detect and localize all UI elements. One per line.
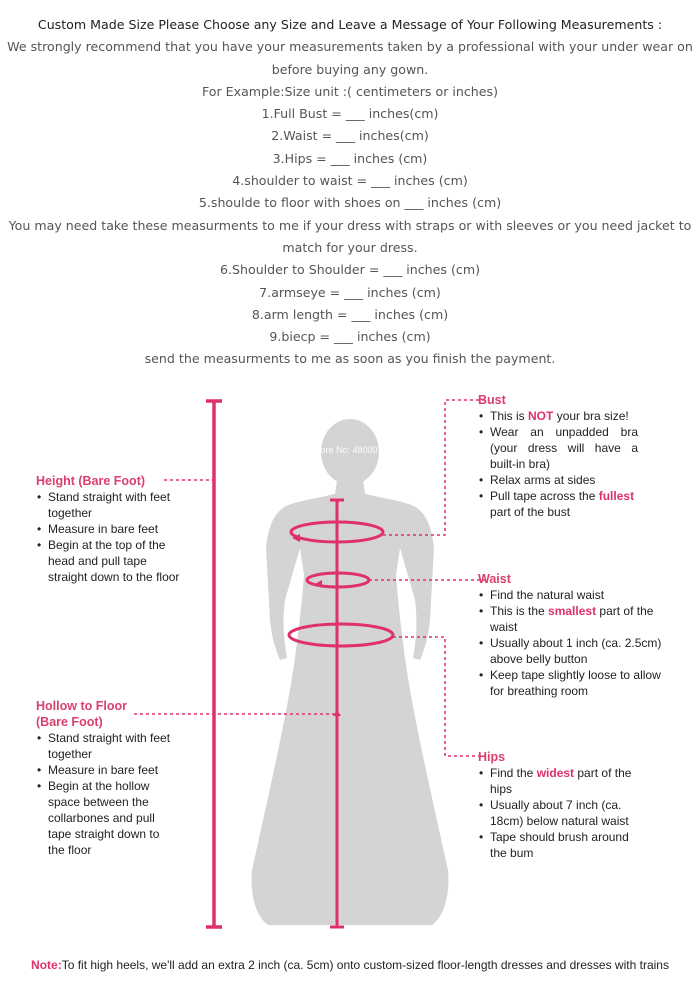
hollow-heading-sub: (Bare Foot) [36,715,103,729]
intro-line: 5.shoulde to floor with shoes on ___ inches (cm) [198,195,502,211]
intro-line: We strongly recommend that you have your measurements taken by a professional with your under wear on [7,39,693,55]
bust-item: • Relax arms at sides [478,472,638,488]
intro-line: 6.Shoulder to Shoulder = ___ inches (cm) [220,262,480,278]
bust-heading: Bust [478,393,506,407]
intro-line: match for your dress. [282,239,418,255]
heels-note [0,958,700,972]
bust-item: • This is NOT your bra size! [478,408,638,424]
intro-title: Custom Made Size Please Choose any Size and Leave a Message of Your Following Measurements : [37,17,663,32]
hollow-item: • Measure in bare feet [36,762,171,778]
intro-line: before buying any gown. [271,61,429,77]
height-item: • Stand straight with feet together [36,489,186,521]
note-label: Note: [31,958,62,972]
intro-line: 4.shoulder to waist = ___ inches (cm) [232,173,468,189]
intro-line: 7.armseye = ___ inches (cm) [259,284,441,300]
height-item: • Begin at the top of the head and pull tape straight down to the floor [36,537,186,585]
waist-item: • Find the natural waist [478,587,664,603]
height-heading: Height (Bare Foot) [36,474,146,488]
height-item: • Measure in bare feet [36,521,186,537]
measurement-instructions [0,0,700,371]
bust-annotation [478,392,638,520]
waist-item: • This is the smallest part of the waist [478,603,664,635]
waist-annotation [478,571,664,699]
intro-line: 3.Hips = ___ inches (cm) [272,150,428,166]
intro-line: 8.arm length = ___ inches (cm) [251,306,449,322]
hips-item: • Tape should brush around the bum [478,829,648,861]
hollow-heading: Hollow to Floor [36,699,127,713]
intro-line: You may need take these measurments to me if your dress with straps or with sleeves or you need jacket to [8,217,692,233]
bust-item: • Wear an unpadded bra (your dress will have a built-in bra) [478,424,638,472]
mannequin-silhouette [252,419,449,925]
waist-item: • Usually about 1 inch (ca. 2.5cm) above belly button [478,635,664,667]
hips-item: • Usually about 7 inch (ca. 18cm) below natural waist [478,797,648,829]
hips-heading: Hips [478,750,506,764]
intro-line: 1.Full Bust = ___ inches(cm) [261,106,439,122]
bust-item: • Pull tape across the fullest part of the bust [478,488,638,520]
store-watermark: Store No: 4800032 [312,445,388,455]
intro-line: send the measurments to me as soon as you finish the payment. [144,351,556,367]
height-annotation [36,473,186,585]
hollow-item: • Stand straight with feet together [36,730,171,762]
intro-line: 2.Waist = ___ inches(cm) [271,128,429,144]
hollow-to-floor-annotation [36,698,171,858]
intro-line: 9.biecp = ___ inches (cm) [269,329,431,345]
waist-heading: Waist [478,572,511,586]
intro-line: For Example:Size unit :( centimeters or inches) [201,83,498,99]
hollow-item: • Begin at the hollow space between the collarbones and pull tape straight down to the floor [36,778,171,858]
hips-annotation [478,749,648,861]
note-text: To fit high heels, we'll add an extra 2 inch (ca. 5cm) onto custom-sized floor-length dresses and dresses with trains [61,958,669,972]
hips-item: • Find the widest part of the hips [478,765,648,797]
waist-item: • Keep tape slightly loose to allow for breathing room [478,667,664,699]
